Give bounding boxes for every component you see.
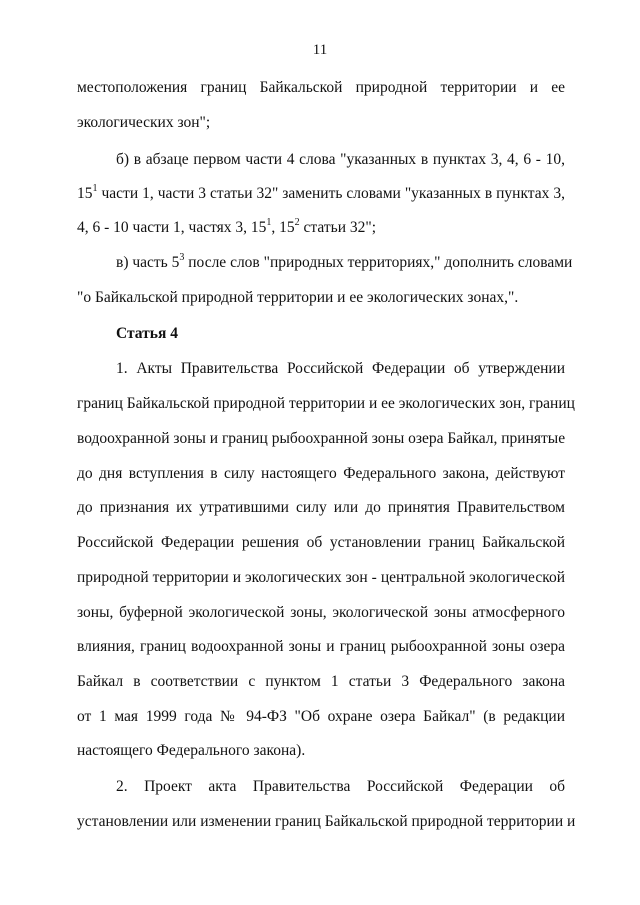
text-line: до дня вступления в силу настоящего Федерального закона, действуют [77, 465, 565, 482]
text-run: части 1, части 3 статьи 32" заменить словами "указанных в пунктах 3, [101, 185, 565, 202]
text-line: 2. Проект акта Правительства Российской Федерации об [116, 778, 565, 795]
text-line [77, 184, 565, 204]
text-line: влияния, границ водоохранной зоны и границ рыбоохранной зоны озера [77, 638, 565, 655]
text-line: 4, 6 - 10 части 1, частях 3, $15^1$, $15^2$ статьи 32"; [77, 216, 377, 236]
text-line: экологических зон"; [77, 114, 211, 131]
superscript: 1 [266, 216, 272, 228]
superscript: 2 [294, 216, 300, 228]
page-number: 11 [312, 42, 328, 58]
superscript: 1 [92, 182, 98, 194]
text-line: "о Байкальской природной территории и ее экологических зонах,". [77, 289, 519, 306]
text-line: б) в абзаце первом части 4 слова "указанных в пунктах 3, 4, 6 - 10, [116, 151, 565, 168]
text-line: настоящего Федерального закона). [77, 742, 306, 759]
text-run: в) часть $5^3$ [116, 251, 185, 271]
text-line: местоположения границ Байкальской природной территории и ее [77, 79, 565, 96]
text-line: зоны, буферной экологической зоны, экологической зоны атмосферного [77, 604, 565, 621]
text-line: от 1 мая 1999 года № 94-ФЗ "Об охране озера Байкал" (в редакции [77, 708, 565, 725]
text-line: Российской Федерации решения об установлении границ Байкальской [77, 534, 565, 551]
text-line: до признания их утратившими силу или до принятия Правительством [77, 499, 565, 516]
text-line: 1. Акты Правительства Российской Федерации об утверждении [116, 360, 565, 377]
text-line [116, 251, 573, 273]
text-line: природной территории и экологических зон - центральной экологической [77, 569, 565, 586]
superscript: 3 [179, 251, 185, 263]
article-heading: Статья 4 [116, 325, 178, 342]
text-run: $15^1$ [77, 182, 98, 202]
text-line: границ Байкальской природной территории и ее экологических зон, границ [77, 395, 575, 412]
text-run: после слов "природных территориях," дополнить словами [188, 254, 573, 271]
text-line: водоохранной зоны и границ рыбоохранной зоны озера Байкал, принятые [77, 430, 566, 447]
text-line: установлении или изменении границ Байкальской природной территории и [77, 813, 576, 830]
text-line: Байкал в соответствии с пунктом 1 статьи 3 Федерального закона [77, 673, 565, 690]
